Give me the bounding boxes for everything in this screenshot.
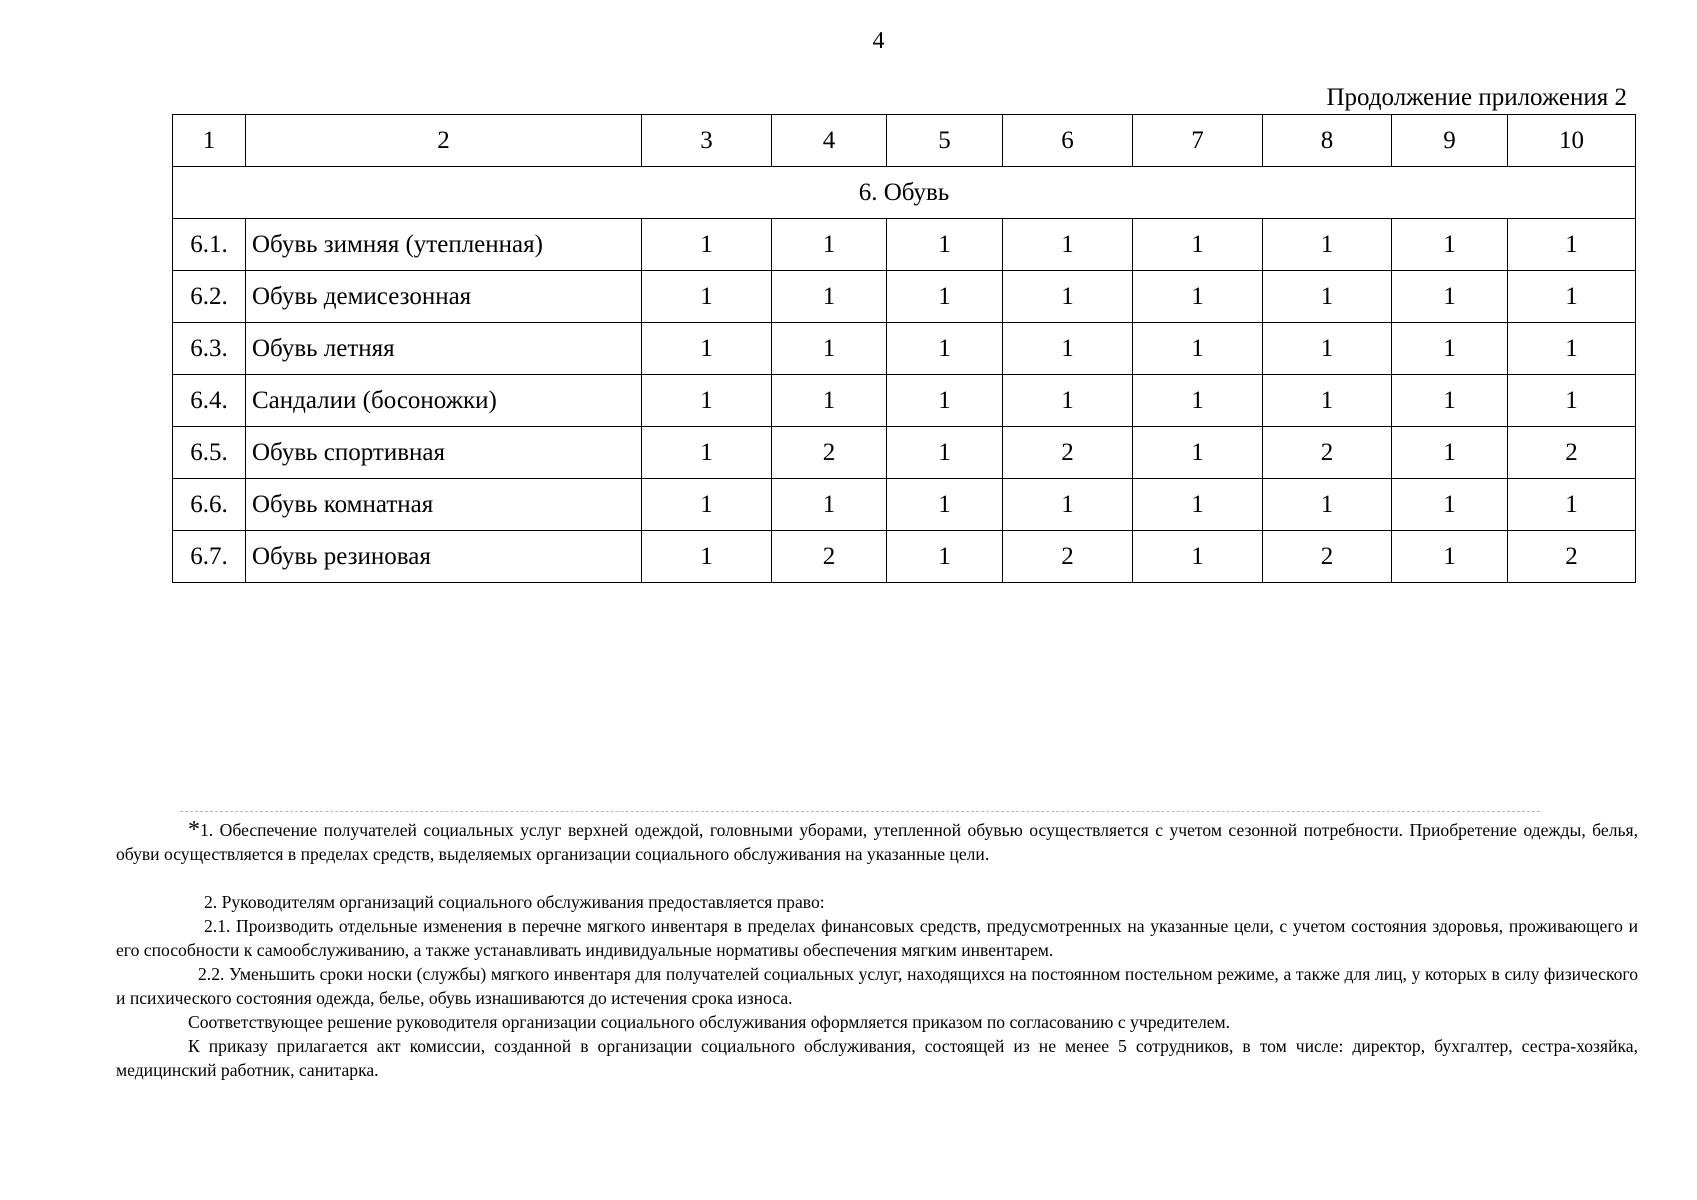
row-number: 6.3.	[173, 323, 246, 375]
row-value: 1	[887, 479, 1003, 531]
row-value: 1	[1392, 271, 1508, 323]
footnote-2-1: 2.1. Производить отдельные изменения в перечне мягкого инвентаря в пределах финансовых средств, предусмотренных на указанные цели, с учетом состояния здоровья, проживающего и его способности к самообслуживанию, а также устанавливать индивидуальные нормативы обеспечения мягким инвентарем.	[116, 916, 1638, 960]
header-cell: 9	[1392, 115, 1508, 167]
row-value: 1	[1392, 531, 1508, 583]
table-row	[173, 427, 1636, 479]
continuation-title: Продолжение приложения 2	[1326, 84, 1627, 111]
row-value: 1	[1508, 271, 1636, 323]
section-title: 6. Обувь	[173, 167, 1636, 219]
row-value: 1	[642, 427, 772, 479]
footnote-commission: К приказу прилагается акт комиссии, созданной в организации социального обслуживания, состоящей из не менее 5 сотрудников, в том числе: директор, бухгалтер, сестра-хозяйка, медицинский работник, санитарка.	[116, 1036, 1638, 1080]
row-value: 1	[772, 375, 887, 427]
row-value: 2	[1508, 427, 1636, 479]
row-name: Обувь летняя	[246, 323, 642, 375]
row-value: 1	[1392, 479, 1508, 531]
row-value: 1	[1392, 427, 1508, 479]
header-cell: 7	[1133, 115, 1263, 167]
norms-table	[172, 114, 1636, 583]
row-value: 1	[1508, 375, 1636, 427]
header-cell: 1	[173, 115, 246, 167]
footnote-decision: Соответствующее решение руководителя организации социального обслуживания оформляется приказом по согласованию с учредителем.	[188, 1012, 1231, 1032]
table-row	[173, 323, 1636, 375]
row-value: 1	[1133, 219, 1263, 271]
row-value: 1	[887, 271, 1003, 323]
row-value: 1	[1133, 375, 1263, 427]
header-cell: 6	[1003, 115, 1133, 167]
row-value: 1	[642, 479, 772, 531]
row-value: 1	[1003, 271, 1133, 323]
row-value: 2	[1003, 531, 1133, 583]
row-value: 1	[1003, 323, 1133, 375]
row-name: Обувь демисезонная	[246, 271, 642, 323]
header-cell: 10	[1508, 115, 1636, 167]
row-value: 1	[1133, 427, 1263, 479]
row-value: 1	[642, 375, 772, 427]
header-cell: 4	[772, 115, 887, 167]
footnote-1	[116, 818, 1638, 866]
row-value: 1	[1003, 219, 1133, 271]
row-value: 1	[1508, 479, 1636, 531]
row-number: 6.1.	[173, 219, 246, 271]
table-row	[173, 531, 1636, 583]
section-row	[173, 167, 1636, 219]
header-cell: 8	[1263, 115, 1392, 167]
row-value: 1	[772, 271, 887, 323]
row-value: 1	[1003, 479, 1133, 531]
row-number: 6.2.	[173, 271, 246, 323]
row-value: 2	[772, 531, 887, 583]
header-cell: 2	[246, 115, 642, 167]
row-value: 1	[1263, 219, 1392, 271]
row-value: 2	[1003, 427, 1133, 479]
row-value: 1	[1263, 479, 1392, 531]
row-value: 1	[772, 323, 887, 375]
row-value: 1	[887, 219, 1003, 271]
row-value: 1	[1508, 219, 1636, 271]
row-value: 1	[1003, 375, 1133, 427]
row-value: 2	[772, 427, 887, 479]
row-value: 1	[887, 375, 1003, 427]
footnote-separator	[180, 811, 1540, 812]
row-number: 6.6.	[173, 479, 246, 531]
header-cell: 5	[887, 115, 1003, 167]
row-value: 1	[642, 271, 772, 323]
row-name: Обувь комнатная	[246, 479, 642, 531]
row-value: 1	[1133, 323, 1263, 375]
table-header-row	[173, 115, 1636, 167]
row-value: 1	[1263, 323, 1392, 375]
footnote-star: *	[188, 817, 200, 843]
table-row	[173, 271, 1636, 323]
row-value: 1	[642, 531, 772, 583]
table-row	[173, 219, 1636, 271]
row-name: Обувь спортивная	[246, 427, 642, 479]
row-number: 6.5.	[173, 427, 246, 479]
footnote-1-text: 1. Обеспечение получателей социальных услуг верхней одеждой, головными уборами, утепленной обувью осуществляется с учетом сезонной потребности. Приобретение одежды, белья, обуви осуществляется в пределах средств, выделяемых организации социального обслуживания на указанные цели.	[116, 820, 1638, 864]
row-value: 1	[642, 219, 772, 271]
row-value: 1	[887, 323, 1003, 375]
header-cell: 3	[642, 115, 772, 167]
row-value: 1	[887, 427, 1003, 479]
row-value: 1	[1263, 375, 1392, 427]
row-value: 1	[1392, 375, 1508, 427]
page-number: 4	[872, 28, 885, 54]
row-value: 1	[772, 219, 887, 271]
row-value: 1	[1133, 271, 1263, 323]
row-name: Обувь зимняя (утепленная)	[246, 219, 642, 271]
footnotes	[116, 818, 1638, 1082]
table-row	[173, 479, 1636, 531]
footnote-2: 2. Руководителям организаций социального обслуживания предоставляется право:	[204, 892, 825, 912]
row-value: 1	[1392, 219, 1508, 271]
row-name: Обувь резиновая	[246, 531, 642, 583]
row-value: 2	[1263, 531, 1392, 583]
row-value: 2	[1508, 531, 1636, 583]
row-value: 1	[1133, 479, 1263, 531]
row-number: 6.7.	[173, 531, 246, 583]
row-value: 1	[1508, 323, 1636, 375]
table-row	[173, 375, 1636, 427]
row-number: 6.4.	[173, 375, 246, 427]
row-name: Сандалии (босоножки)	[246, 375, 642, 427]
row-value: 1	[1133, 531, 1263, 583]
row-value: 2	[1263, 427, 1392, 479]
row-value: 1	[642, 323, 772, 375]
footnote-2-2: 2.2. Уменьшить сроки носки (службы) мягкого инвентаря для получателей социальных услуг, находящихся на постоянном постельном режиме, а также для лиц, у которых в силу физического и психического состояния одежда, белье, обувь изнашиваются до истечения срока износа.	[116, 964, 1638, 1008]
row-value: 1	[887, 531, 1003, 583]
row-value: 1	[1392, 323, 1508, 375]
row-value: 1	[772, 479, 887, 531]
row-value: 1	[1263, 271, 1392, 323]
